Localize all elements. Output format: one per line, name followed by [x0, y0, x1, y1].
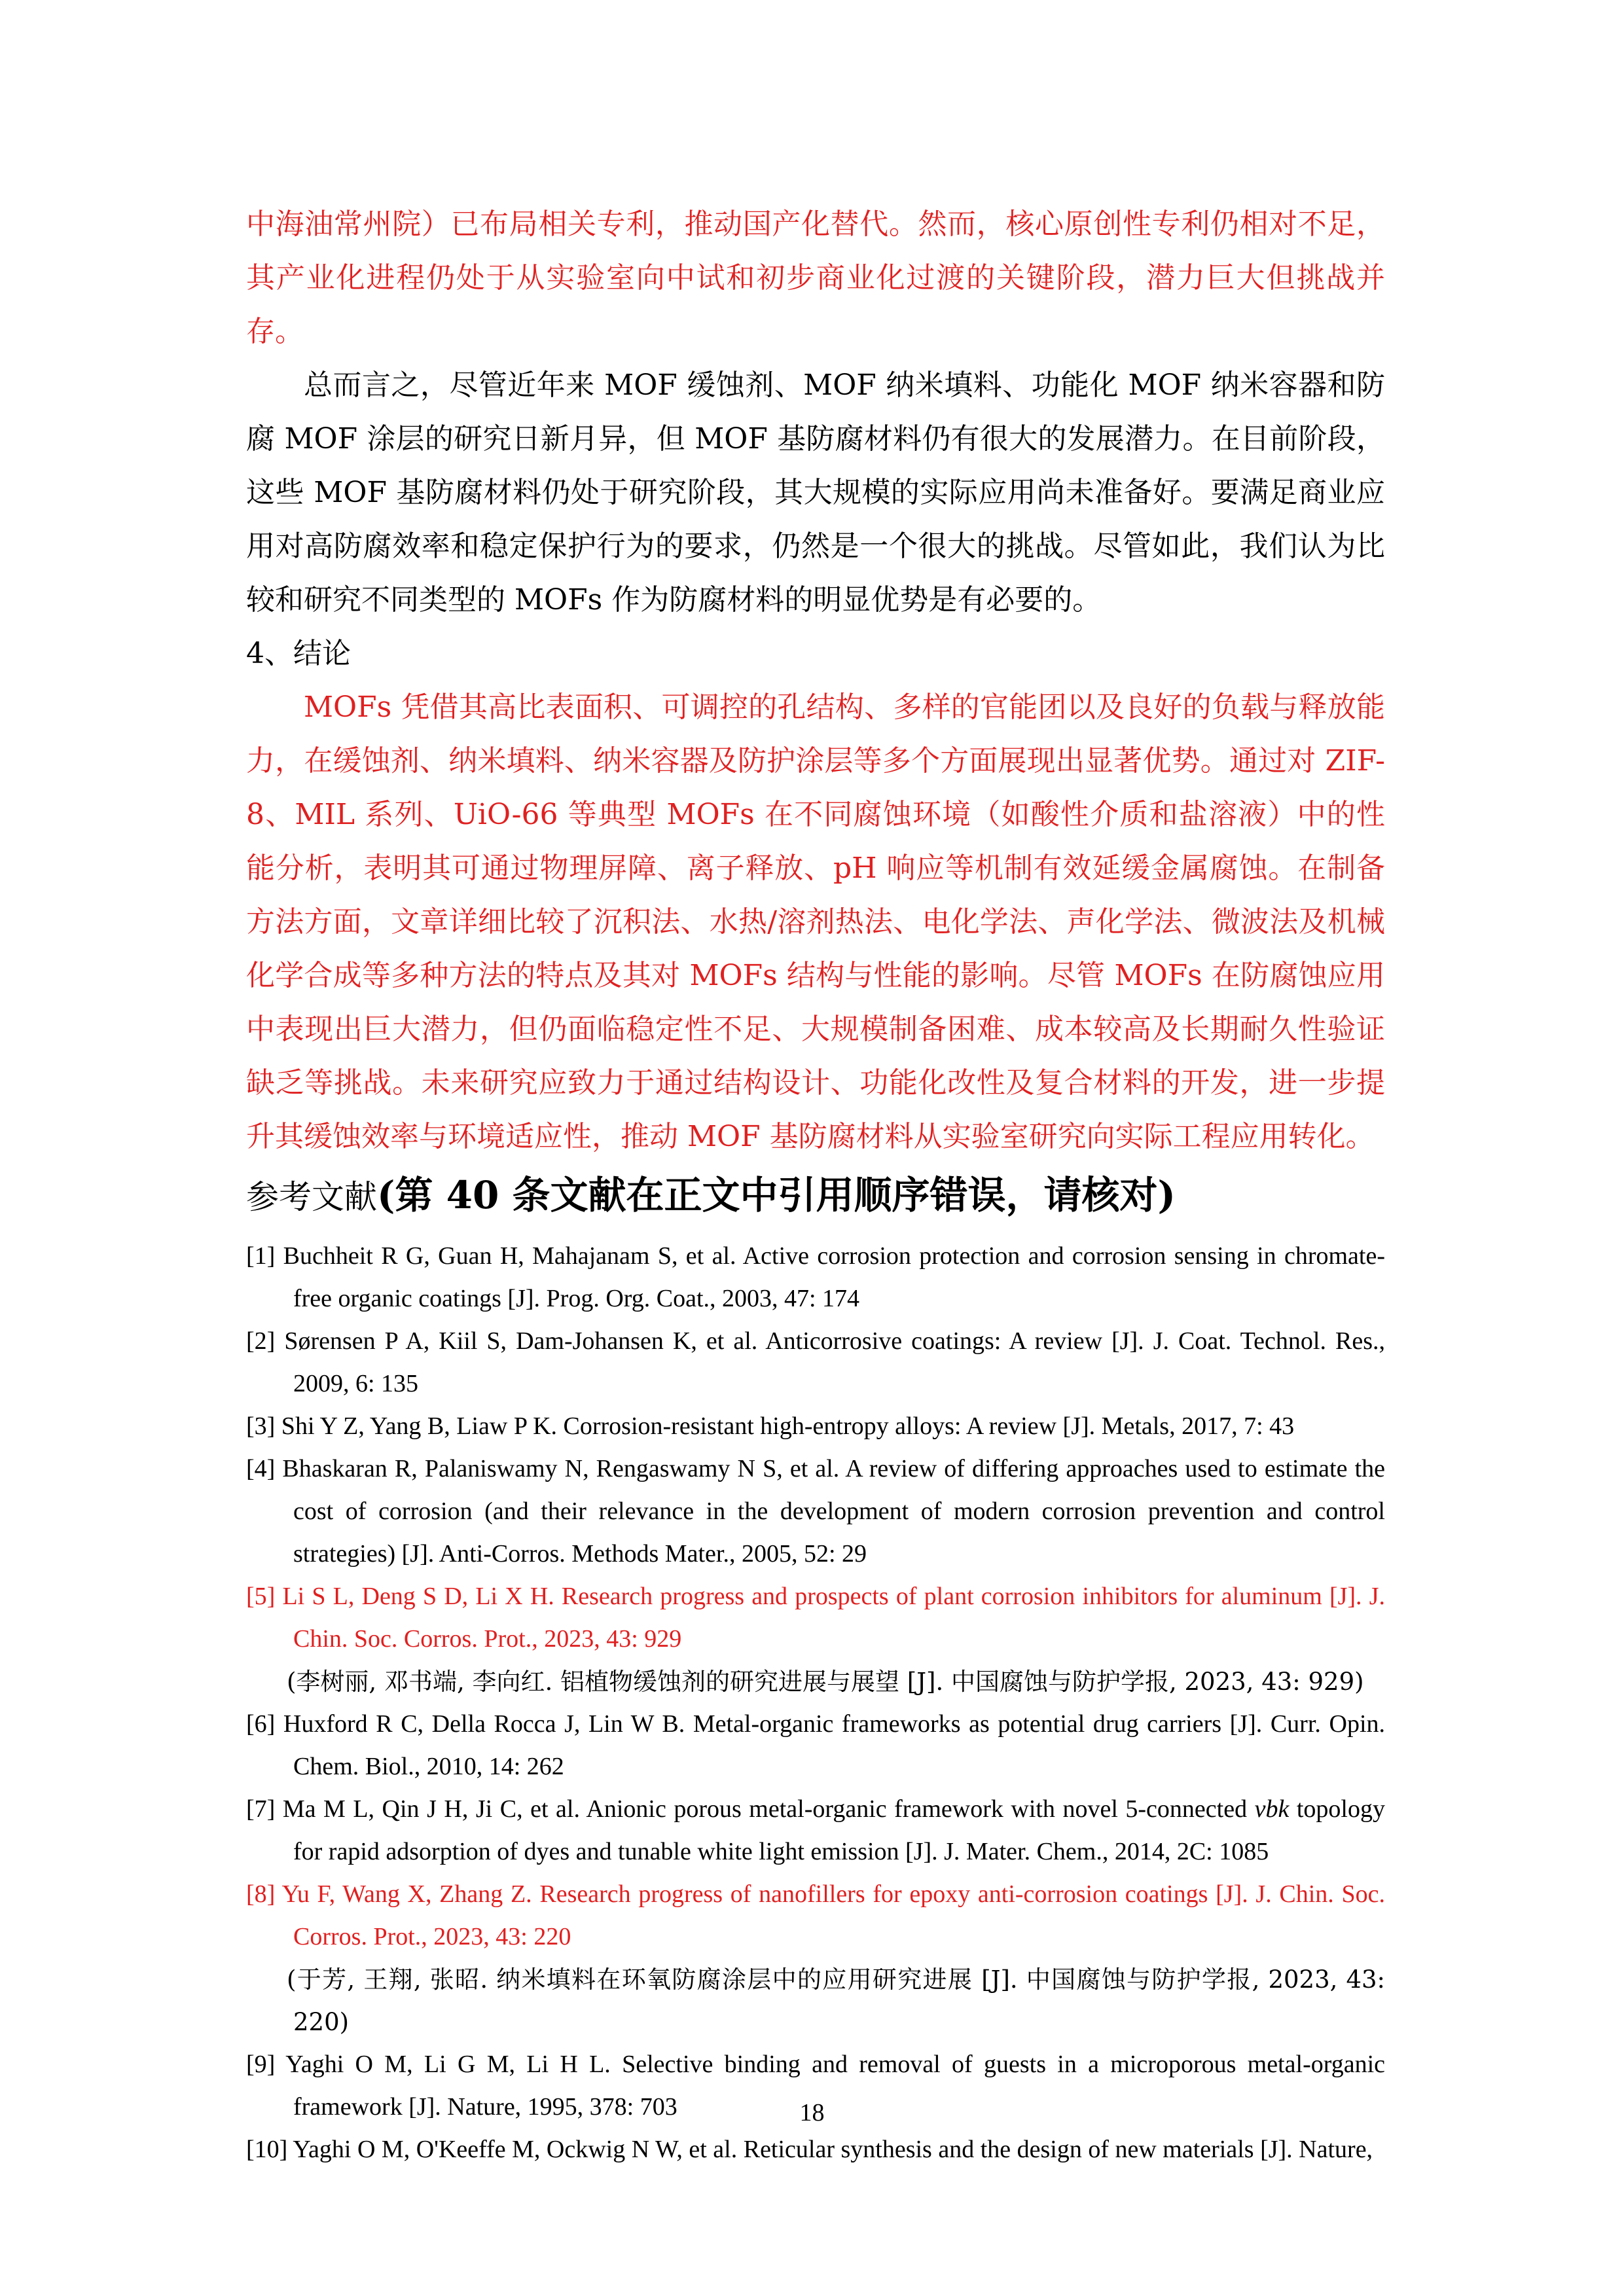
reference-item-1: [1] Buchheit R G, Guan H, Mahajanam S, et al. Active corrosion protection and corrosion sensing in chromate-free organic coatings [J]. Prog. Org. Coat., 2003, 47: 174 [246, 1242, 1385, 1312]
reference-item-10: [10] Yaghi O M, O'Keeffe M, Ockwig N W, et al. Reticular synthesis and the design of new materials [J]. Nature, [246, 2136, 1373, 2163]
paragraph-conclusion: MOFs 凭借其高比表面积、可调控的孔结构、多样的官能团以及良好的负载与释放能力，在缓蚀剂、纳米填料、纳米容器及防护涂层等多个方面展现出显著优势。通过对 ZIF-8、MIL 系列、UiO-66 等典型 MOFs 在不同腐蚀环境（如酸性介质和盐溶液）中的性能分析，表明其可通过物理屏障、离子释放、pH 响应等机制有效延缓金属腐蚀。在制备方法方面，文章详细比较了沉积法、水热/溶剂热法、电化学法、声化学法、微波法及机械化学合成等多种方法的特点及其对 MOFs 结构与性能的影响。尽管 MOFs 在防腐蚀应用中表现出巨大潜力，但仍面临稳定性不足、大规模制备困难、成本较高及长期耐久性验证缺乏等挑战。未来研究应致力于通过结构设计、功能化改性及复合材料的开发，进一步提升其缓蚀效率与环境适应性，推动 MOF 基防腐材料从实验室研究向实际工程应用转化。 [246, 691, 1385, 1153]
paragraph-summary: 总而言之，尽管近年来 MOF 缓蚀剂、MOF 纳米填料、功能化 MOF 纳米容器和防腐 MOF 涂层的研究日新月异，但 MOF 基防腐材料仍有很大的发展潜力。在目前阶段，这些 MOF 基防腐材料仍处于研究阶段，其大规模的实际应用尚未准备好。要满足商业应用对高防腐效率和稳定保护行为的要求，仍然是一个很大的挑战。尽管如此，我们认为比较和研究不同类型的 MOFs 作为防腐材料的明显优势是有必要的。 [246, 368, 1385, 617]
page-content [246, 198, 1385, 2171]
reference-item-9: [9] Yaghi O M, Li G M, Li H L. Selective binding and removal of guests in a microporous metal-organic framework [J]. Nature, 1995, 378: 703 [246, 2051, 1385, 2121]
reference-item-7-italic: vbk [1254, 1795, 1290, 1823]
section-heading-conclusion: 4、结论 [246, 637, 351, 670]
page-number: 18 [799, 2099, 825, 2126]
references-heading [246, 1168, 1385, 1232]
reference-item-2: [2] Sørensen P A, Kiil S, Dam-Johansen K, et al. Anticorrosive coatings: A review [J]. J. Coat. Technol. Res., 2009, 6: 135 [246, 1327, 1385, 1397]
reference-item-8-chinese: (于芳, 王翔, 张昭. 纳米填料在环氧防腐涂层中的应用研究进展 [J]. 中国腐蚀与防护学报, 2023, 43: 220) [287, 1965, 1385, 2036]
reference-item-6: [6] Huxford R C, Della Rocca J, Lin W B. Metal-organic frameworks as potential drug carriers [J]. Curr. Opin. Chem. Biol., 2010, 14: 262 [246, 1710, 1385, 1780]
references-title: 参考文献 [246, 1178, 377, 1216]
references-note: (第 40 条文献在正文中引用顺序错误，请核对) [377, 1173, 1176, 1217]
reference-item-5: [5] Li S L, Deng S D, Li X H. Research progress and prospects of plant corrosion inhibitors for aluminum [J]. J. Chin. Soc. Corros. Prot., 2023, 43: 929 [246, 1583, 1385, 1653]
reference-item-7 [246, 1788, 1385, 1873]
reference-item-3: [3] Shi Y Z, Yang B, Liaw P K. Corrosion-resistant high-entropy alloys: A review [J]. Metals, 2017, 7: 43 [246, 1412, 1295, 1440]
reference-item-4: [4] Bhaskaran R, Palaniswamy N, Rengaswamy N S, et al. A review of differing approaches used to estimate the cost of corrosion (and their relevance in the development of modern corrosion prevention and control strategies) [J]. Anti-Corros. Methods Mater., 2005, 52: 29 [246, 1455, 1385, 1568]
reference-item-7-part1: [7] Ma M L, Qin J H, Ji C, et al. Anionic porous metal-organic framework with novel 5-connected [246, 1795, 1255, 1823]
reference-item-5-chinese: (李树丽, 邓书端, 李向红. 铝植物缓蚀剂的研究进展与展望 [J]. 中国腐蚀与防护学报, 2023, 43: 929) [287, 1668, 1364, 1696]
reference-item-7-part2: topology for rapid adsorption of dyes and tunable white light emission [J]. J. Mater. Chem., 2014, 2C: 1085 [293, 1795, 1385, 1865]
paragraph-continued: 中海油常州院）已布局相关专利，推动国产化替代。然而，核心原创性专利仍相对不足，其产业化进程仍处于从实验室向中试和初步商业化过渡的关键阶段，潜力巨大但挑战并存。 [246, 207, 1385, 348]
reference-list [246, 1235, 1385, 2171]
reference-item-8: [8] Yu F, Wang X, Zhang Z. Research progress of nanofillers for epoxy anti-corrosion coatings [J]. J. Chin. Soc. Corros. Prot., 2023, 43: 220 [246, 1880, 1385, 1950]
